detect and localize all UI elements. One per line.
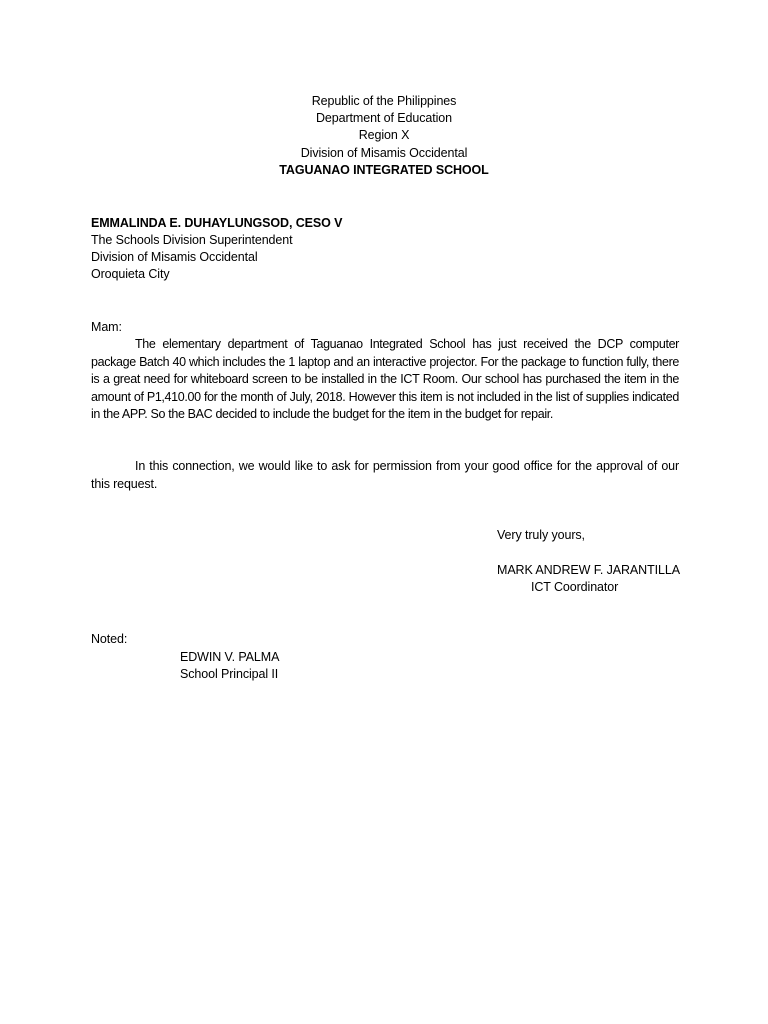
header-school-name: TAGUANAO INTEGRATED SCHOOL bbox=[279, 163, 489, 177]
body-paragraph-2: In this connection, we would like to ask for permission from your good office for the approval of our this request. bbox=[91, 459, 679, 491]
salutation: Mam: bbox=[91, 320, 122, 334]
signatory-title: ICT Coordinator bbox=[531, 580, 619, 594]
header-division: Division of Misamis Occidental bbox=[300, 146, 468, 160]
noted-title: School Principal II bbox=[180, 667, 279, 681]
recipient-city: Oroquieta City bbox=[91, 267, 170, 281]
signatory-name: MARK ANDREW F. JARANTILLA bbox=[497, 563, 680, 577]
body-paragraph-1: The elementary department of Taguanao Integrated School has just received the DCP computer package Batch 40 which includes the 1 laptop and an interactive projector. For the package to function fully, there is a great need for whiteboard screen to be installed in the ICT Room. Our school has purchased the item in the amount of P1,410.00 for the month of July, 2018. However this item is not included in the list of supplies indicated in the APP. So the BAC decided to include the budget for the item in the budget for repair. bbox=[91, 337, 679, 421]
recipient-division: Division of Misamis Occidental bbox=[91, 250, 258, 264]
header-republic: Republic of the Philippines bbox=[311, 94, 457, 108]
noted-label: Noted: bbox=[91, 632, 128, 646]
header-department: Department of Education bbox=[316, 111, 452, 125]
noted-name: EDWIN V. PALMA bbox=[180, 650, 280, 664]
recipient-name: EMMALINDA E. DUHAYLUNGSOD, CESO V bbox=[91, 216, 343, 230]
valediction: Very truly yours, bbox=[497, 528, 585, 542]
header-region: Region X bbox=[358, 128, 410, 142]
recipient-title: The Schools Division Superintendent bbox=[91, 233, 293, 247]
